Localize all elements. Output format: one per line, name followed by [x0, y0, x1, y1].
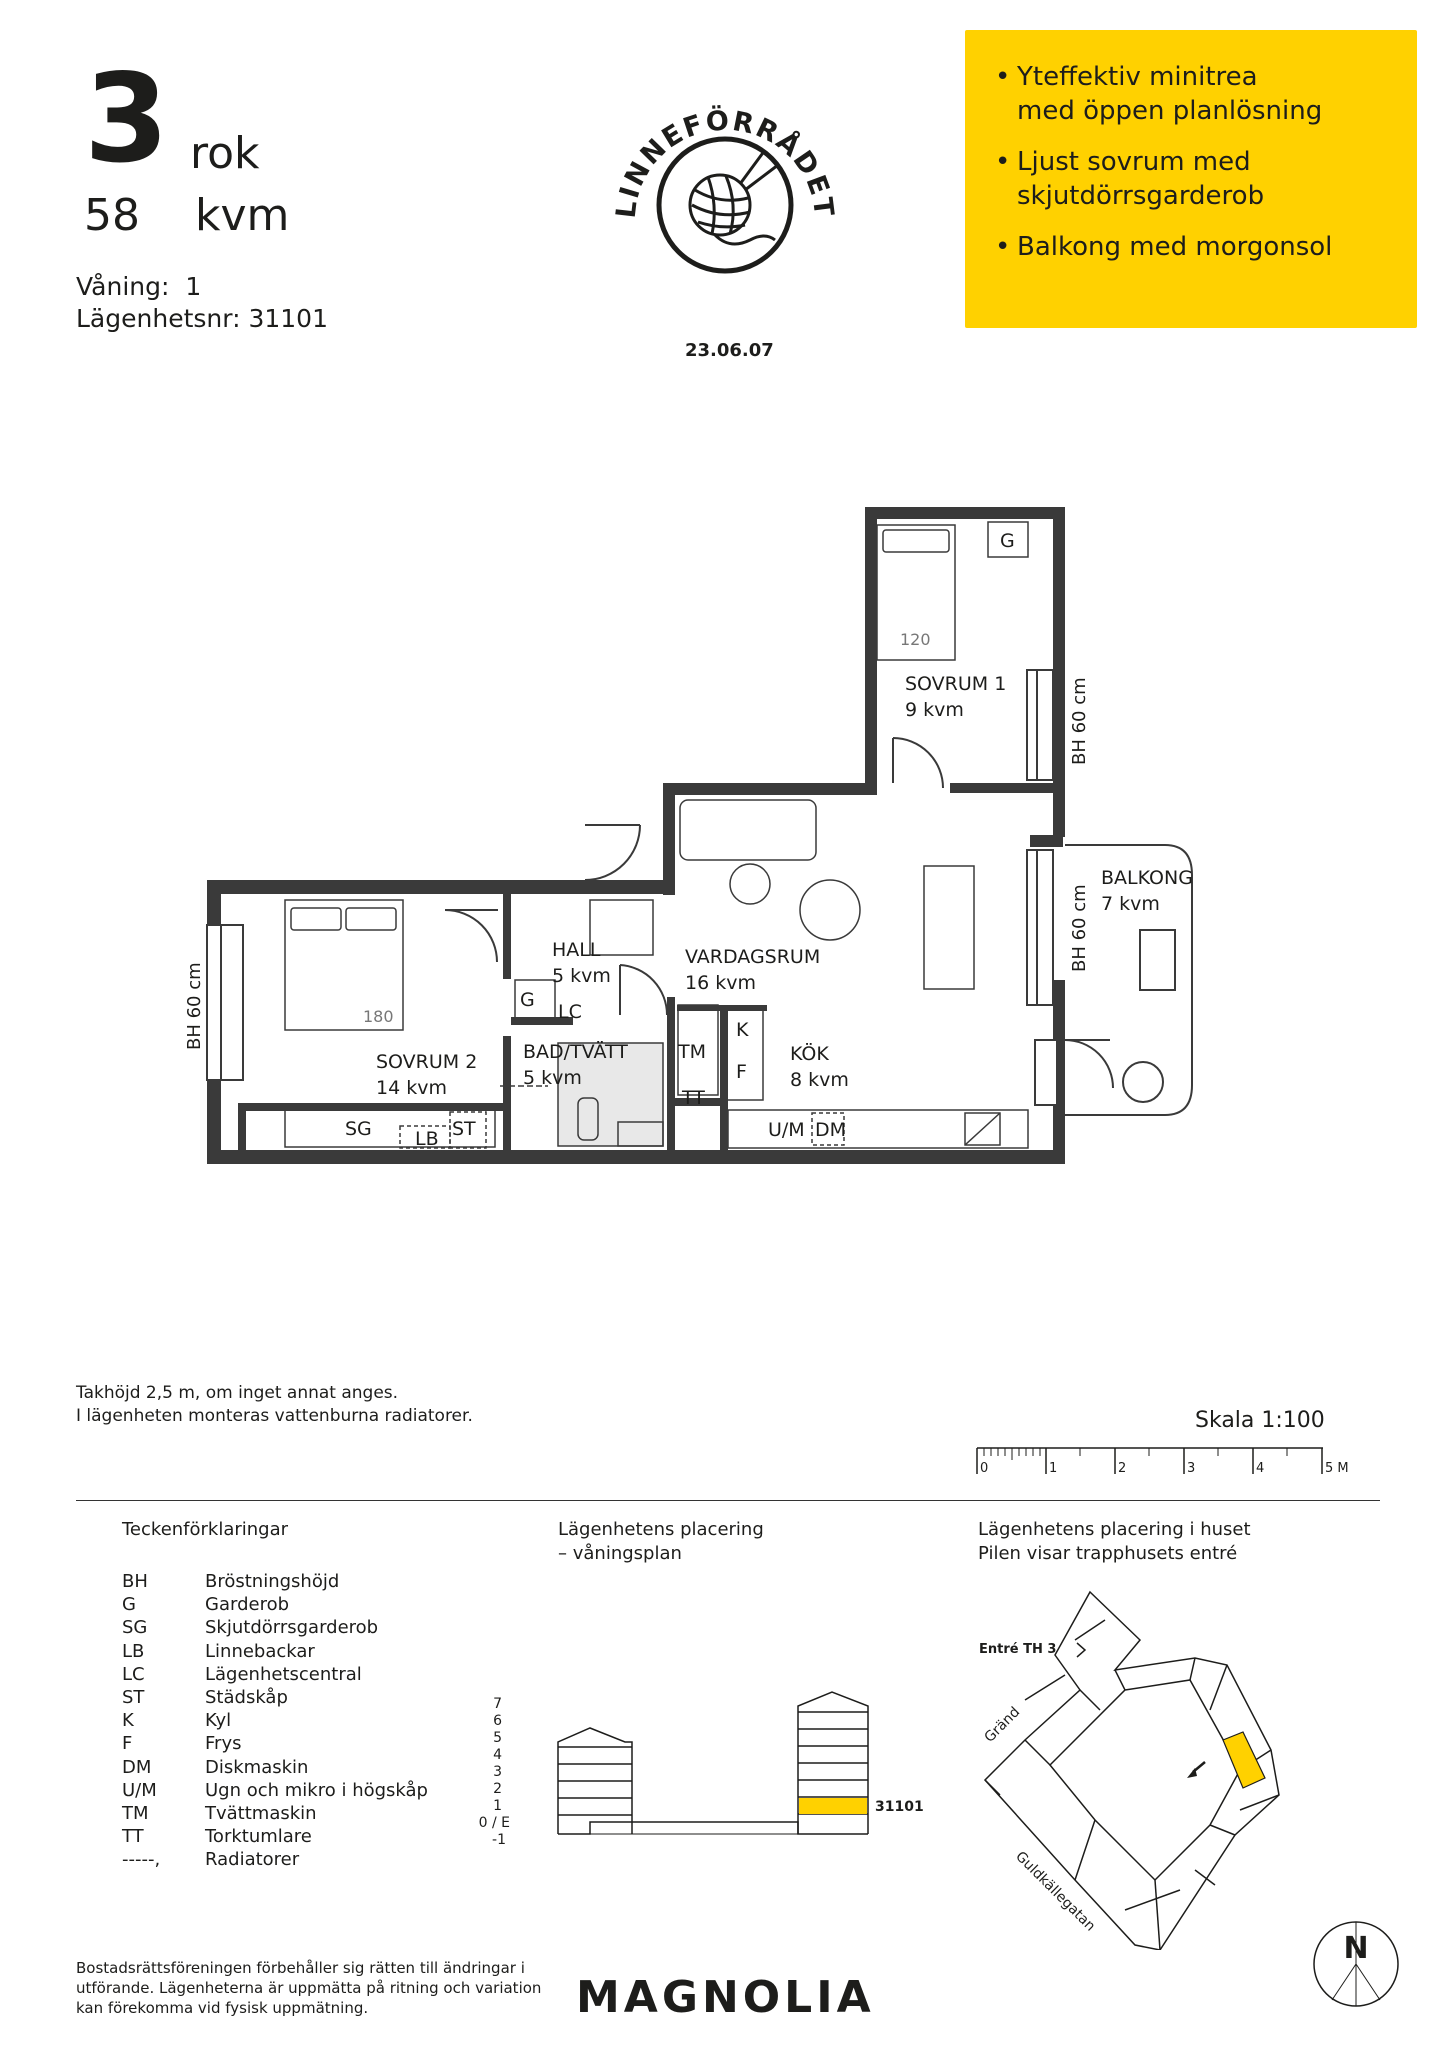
room-vardagsrum-area: 16 kvm: [685, 972, 756, 994]
fixture-garderob-hall: G: [520, 989, 535, 1011]
bh-label-vardagsrum: BH 60 cm: [1069, 884, 1090, 972]
placement-title: Lägenhetens placering – våningsplan: [558, 1519, 764, 1564]
legend-code: ST: [122, 1687, 145, 1709]
bed-width-120: 120: [900, 630, 931, 649]
room-vardagsrum-name: VARDAGSRUM: [685, 946, 821, 968]
room-hall-name: HALL: [552, 939, 601, 961]
legend-title: Teckenförklaringar: [122, 1519, 289, 1540]
legend-desc: Skjutdörrsgarderob: [205, 1617, 379, 1639]
area-unit: kvm: [195, 190, 290, 241]
legend-row: [122, 1663, 428, 1686]
legend-desc: Torktumlare: [205, 1826, 312, 1848]
floor-tick: 0 / E: [478, 1815, 510, 1831]
legend-code: -----,: [122, 1849, 161, 1871]
fixture-diskmaskin: DM: [815, 1119, 847, 1141]
section-divider: [76, 1500, 1380, 1501]
scale-tick-2: 2: [1118, 1461, 1127, 1476]
legend-desc: Frys: [205, 1733, 242, 1755]
room-hall-area: 5 kvm: [552, 965, 611, 987]
room-sovrum-1-name: SOVRUM 1: [905, 673, 1007, 695]
scale-bar: [975, 1446, 1355, 1486]
floor-tick: 6: [493, 1713, 502, 1729]
apartment-floor-highlight: [799, 1798, 867, 1814]
rooms-count: 3: [84, 48, 169, 190]
room-balkong-name: BALKONG: [1101, 867, 1193, 889]
legend-row: [122, 1570, 428, 1593]
north-label: N: [1343, 1931, 1369, 1966]
floor-tick: 5: [493, 1730, 502, 1746]
floor-label: Våning:: [76, 272, 170, 301]
brand-logo: MAGNOLIA: [576, 1972, 875, 2023]
room-sovrum-1-area: 9 kvm: [905, 699, 964, 721]
fixture-ugn-mikro: U/M: [768, 1119, 805, 1141]
apartment-number-label: Lägenhetsnr:: [76, 304, 241, 333]
area-value: 58: [84, 190, 140, 241]
legend-desc: Linnebackar: [205, 1640, 315, 1662]
room-sovrum-2-name: SOVRUM 2: [376, 1051, 478, 1073]
house-placement-diagram: [965, 1580, 1415, 1950]
legend-desc: Tvättmaskin: [205, 1803, 317, 1825]
legend-code: DM: [122, 1756, 152, 1778]
rooms-unit: rok: [190, 128, 260, 179]
legend-desc: Städskåp: [205, 1687, 288, 1709]
entry-arrow-icon: [1077, 1643, 1085, 1657]
apartment-floor-label: 31101: [875, 1799, 924, 1815]
floor-tick: 3: [493, 1764, 502, 1780]
logo-text: LINNEFÖRRÅDET: [610, 105, 840, 220]
entry-label: Entré TH 3: [979, 1642, 1057, 1657]
legend-row: [122, 1686, 428, 1709]
ground-line: [558, 1822, 868, 1834]
fixture-skjutdorrsgarderob: SG: [345, 1118, 372, 1140]
fixture-garderob-sovrum-1: G: [1000, 530, 1015, 552]
highlight-item: • Yteffektiv minitrea med öppen planlösning: [995, 60, 1332, 128]
fixture-lagenhetscentral: LC: [558, 1001, 582, 1023]
bh-label-sovrum-2: BH 60 cm: [184, 962, 205, 1050]
room-kok-area: 8 kvm: [790, 1069, 849, 1091]
legend-row: [122, 1616, 428, 1639]
room-sovrum-2-area: 14 kvm: [376, 1077, 447, 1099]
apartment-number-value: 31101: [248, 304, 328, 333]
note-line: Takhöjd 2,5 m, om inget annat anges.: [76, 1383, 399, 1403]
legend-row: [122, 1640, 428, 1663]
legend-code: K: [122, 1710, 134, 1732]
fixture-kyl: K: [736, 1019, 749, 1041]
floor-placement-diagram: [460, 1690, 930, 1870]
date: 23.06.07: [685, 340, 774, 361]
legend-row: [122, 1802, 428, 1825]
legend: [122, 1570, 428, 1872]
legend-code: SG: [122, 1617, 148, 1639]
floor-tick: -1: [492, 1832, 506, 1848]
note-line: I lägenheten monteras vattenburna radiatorer.: [76, 1406, 473, 1426]
bh-label-sovrum-1: BH 60 cm: [1069, 677, 1090, 765]
scale-label: Skala 1:100: [1195, 1408, 1325, 1433]
room-balkong-area: 7 kvm: [1101, 893, 1160, 915]
notes: [76, 1382, 473, 1428]
floor-tick: 2: [493, 1781, 502, 1797]
room-kok-name: KÖK: [790, 1043, 829, 1065]
legend-desc: Garderob: [205, 1594, 290, 1616]
legend-row: [122, 1709, 428, 1732]
apartment-house-highlight: [1223, 1732, 1265, 1788]
room-bad-name: BAD/TVÄTT: [523, 1041, 628, 1063]
floor-tick: 4: [493, 1747, 502, 1763]
legend-desc: Diskmaskin: [205, 1756, 309, 1778]
scale-tick-0: 0: [980, 1461, 989, 1476]
scale-tick-1: 1: [1049, 1461, 1058, 1476]
fixture-torktumlare: TT: [682, 1087, 705, 1109]
legend-row: [122, 1593, 428, 1616]
legend-code: LC: [122, 1663, 145, 1685]
house-placement-title: Lägenhetens placering i huset Pilen visar trapphusets entré: [978, 1519, 1251, 1564]
legend-code: U/M: [122, 1779, 157, 1801]
highlight-item: • Ljust sovrum med skjutdörrsgarderob: [995, 145, 1332, 213]
fixture-tvattmaskin: TM: [678, 1041, 706, 1063]
legend-code: TM: [122, 1803, 149, 1825]
legend-code: F: [122, 1733, 133, 1755]
legend-row: [122, 1848, 428, 1871]
disclaimer: Bostadsrättsföreningen förbehåller sig rätten till ändringar i utförande. Lägenheterna är uppmätta på ritning och variation kan förekomma vid fysisk uppmätning.: [76, 1959, 542, 2017]
legend-desc: Ugn och mikro i högskåp: [205, 1779, 428, 1801]
legend-row: [122, 1825, 428, 1848]
legend-desc: Bröstningshöjd: [205, 1571, 340, 1592]
floor-tick: 1: [493, 1798, 502, 1814]
legend-row: [122, 1732, 428, 1755]
legend-row: [122, 1756, 428, 1779]
scale-tick-5: 5 M: [1325, 1461, 1349, 1476]
legend-code: TT: [122, 1826, 144, 1848]
legend-desc: Kyl: [205, 1710, 232, 1732]
street-guldkallegatan: Guldkällegatan: [1012, 1848, 1099, 1935]
legend-code: BH: [122, 1571, 148, 1592]
legend-code: LB: [122, 1640, 145, 1662]
room-bad-area: 5 kvm: [523, 1067, 582, 1089]
scale-tick-4: 4: [1256, 1461, 1265, 1476]
legend-code: G: [122, 1594, 136, 1616]
fixture-frys: F: [736, 1061, 747, 1083]
floor-value: 1: [185, 272, 202, 301]
street-grand: Gränd: [981, 1704, 1024, 1746]
legend-desc: Radiatorer: [205, 1849, 300, 1871]
legend-desc: Lägenhetscentral: [205, 1663, 362, 1685]
bed-width-180: 180: [363, 1007, 394, 1026]
floor-tick: 7: [493, 1696, 502, 1712]
north-arrow-icon: [1312, 1920, 1400, 2008]
legend-row: [122, 1779, 428, 1802]
fixture-stadskap: ST: [452, 1118, 476, 1140]
highlight-item: • Balkong med morgonsol: [995, 230, 1332, 264]
fixture-linnebackar: LB: [415, 1128, 439, 1150]
building-left: [558, 1728, 632, 1834]
windows: [207, 670, 1053, 1080]
scale-tick-3: 3: [1187, 1461, 1196, 1476]
